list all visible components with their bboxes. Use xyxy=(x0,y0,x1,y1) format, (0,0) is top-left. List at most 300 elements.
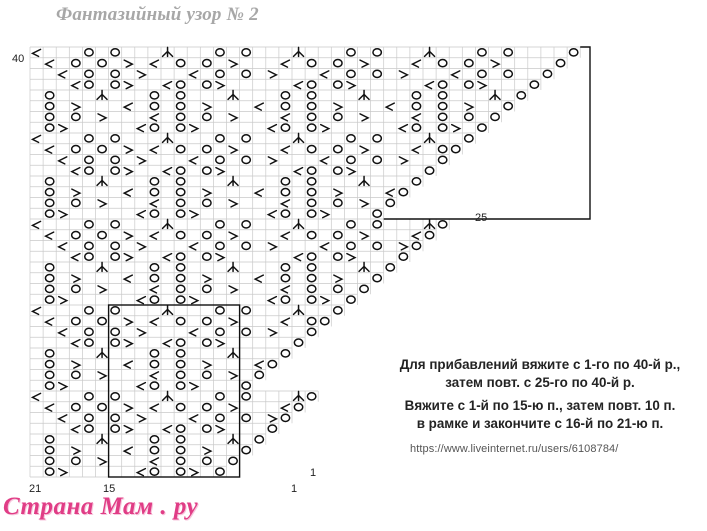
yarn-over-symbol xyxy=(307,60,315,67)
double-decrease-symbol xyxy=(228,348,238,357)
decrease-right-symbol xyxy=(465,103,473,110)
yarn-over-symbol xyxy=(307,318,315,325)
decrease-right-symbol xyxy=(216,254,224,261)
yarn-over-symbol xyxy=(45,285,53,292)
decrease-right-symbol xyxy=(268,243,276,250)
decrease-left-symbol xyxy=(412,114,420,121)
decrease-right-symbol xyxy=(360,146,368,153)
decrease-left-symbol xyxy=(164,82,172,89)
decrease-left-symbol xyxy=(46,404,54,411)
yarn-over-symbol xyxy=(150,468,158,475)
double-decrease-symbol xyxy=(97,348,107,357)
instructions xyxy=(394,356,686,432)
yarn-over-symbol xyxy=(176,425,184,432)
yarn-over-symbol xyxy=(98,60,106,67)
decrease-left-symbol xyxy=(46,146,54,153)
yarn-over-symbol xyxy=(307,113,315,120)
yarn-over-symbol xyxy=(150,361,158,368)
decrease-left-symbol xyxy=(59,415,67,422)
yarn-over-symbol xyxy=(399,189,407,196)
yarn-over-symbol xyxy=(242,393,250,400)
yarn-over-symbol xyxy=(150,447,158,454)
decrease-right-symbol xyxy=(190,211,198,218)
decrease-left-symbol xyxy=(137,211,145,218)
yarn-over-symbol xyxy=(307,232,315,239)
yarn-over-symbol xyxy=(45,113,53,120)
yarn-over-symbol xyxy=(176,447,184,454)
yarn-over-symbol xyxy=(347,242,355,249)
yarn-over-symbol xyxy=(85,81,93,88)
decrease-right-symbol xyxy=(59,469,67,476)
yarn-over-symbol xyxy=(45,103,53,110)
decrease-left-symbol xyxy=(321,71,329,78)
yarn-over-symbol xyxy=(111,49,119,56)
yarn-over-symbol xyxy=(307,285,315,292)
yarn-over-symbol xyxy=(255,436,263,443)
double-decrease-symbol xyxy=(228,262,238,271)
decrease-right-symbol xyxy=(98,458,106,465)
decrease-left-symbol xyxy=(426,82,434,89)
yarn-over-symbol xyxy=(268,425,276,432)
yarn-over-symbol xyxy=(334,167,342,174)
yarn-over-symbol xyxy=(216,307,224,314)
decrease-left-symbol xyxy=(124,361,132,368)
decrease-left-symbol xyxy=(150,60,158,67)
yarn-over-symbol xyxy=(150,103,158,110)
yarn-over-symbol xyxy=(176,275,184,282)
yarn-over-symbol xyxy=(373,49,381,56)
yarn-over-symbol xyxy=(347,221,355,228)
decrease-right-symbol xyxy=(124,146,132,153)
decrease-right-symbol xyxy=(229,60,237,67)
yarn-over-symbol xyxy=(399,253,407,260)
decrease-left-symbol xyxy=(46,318,54,325)
source-url[interactable]: https://www.liveinternet.ru/users/6108784/ xyxy=(410,443,619,455)
decrease-right-symbol xyxy=(229,200,237,207)
yarn-over-symbol xyxy=(412,124,420,131)
yarn-over-symbol xyxy=(307,189,315,196)
decrease-left-symbol xyxy=(281,114,289,121)
yarn-over-symbol xyxy=(176,468,184,475)
yarn-over-symbol xyxy=(543,70,551,77)
yarn-over-symbol xyxy=(150,124,158,131)
decrease-right-symbol xyxy=(137,71,145,78)
yarn-over-symbol xyxy=(334,81,342,88)
decrease-left-symbol xyxy=(281,60,289,67)
yarn-over-symbol xyxy=(347,70,355,77)
row-label-40: 40 xyxy=(12,53,25,65)
yarn-over-symbol xyxy=(111,328,119,335)
yarn-over-symbol xyxy=(176,113,184,120)
yarn-over-symbol xyxy=(203,81,211,88)
yarn-over-symbol xyxy=(242,447,250,454)
instructions-line-3: Вяжите с 1-й по 15-ю п., затем повт. 10 п. xyxy=(404,398,676,413)
yarn-over-symbol xyxy=(72,113,80,120)
yarn-over-symbol xyxy=(203,339,211,346)
yarn-over-symbol xyxy=(111,393,119,400)
yarn-over-symbol xyxy=(334,253,342,260)
double-decrease-symbol xyxy=(294,133,304,142)
yarn-over-symbol xyxy=(98,146,106,153)
decrease-left-symbol xyxy=(164,340,172,347)
yarn-over-symbol xyxy=(281,264,289,271)
yarn-over-symbol xyxy=(111,307,119,314)
yarn-over-symbol xyxy=(45,468,53,475)
yarn-over-symbol xyxy=(72,232,80,239)
yarn-over-symbol xyxy=(45,178,53,185)
decrease-right-symbol xyxy=(360,200,368,207)
yarn-over-symbol xyxy=(281,124,289,131)
decrease-left-symbol xyxy=(150,318,158,325)
double-decrease-symbol xyxy=(97,434,107,443)
yarn-over-symbol xyxy=(203,425,211,432)
yarn-over-symbol xyxy=(45,275,53,282)
decrease-right-symbol xyxy=(268,415,276,422)
yarn-over-symbol xyxy=(307,393,315,400)
decrease-right-symbol xyxy=(137,157,145,164)
yarn-over-symbol xyxy=(412,242,420,249)
yarn-over-symbol xyxy=(203,318,211,325)
double-decrease-symbol xyxy=(97,90,107,99)
yarn-over-symbol xyxy=(281,296,289,303)
yarn-over-symbol xyxy=(203,232,211,239)
decrease-left-symbol xyxy=(137,383,145,390)
decrease-right-symbol xyxy=(216,426,224,433)
decrease-right-symbol xyxy=(124,426,132,433)
yarn-over-symbol xyxy=(176,404,184,411)
yarn-over-symbol xyxy=(45,189,53,196)
yarn-over-symbol xyxy=(347,156,355,163)
decrease-left-symbol xyxy=(59,243,67,250)
decrease-left-symbol xyxy=(255,103,263,110)
decrease-right-symbol xyxy=(203,103,211,110)
yarn-over-symbol xyxy=(216,468,224,475)
decrease-right-symbol xyxy=(360,60,368,67)
yarn-over-symbol xyxy=(307,199,315,206)
yarn-over-symbol xyxy=(242,242,250,249)
double-decrease-symbol xyxy=(425,47,435,56)
decrease-right-symbol xyxy=(334,189,342,196)
decrease-right-symbol xyxy=(399,243,407,250)
yarn-over-symbol xyxy=(268,361,276,368)
yarn-over-symbol xyxy=(150,210,158,217)
yarn-over-symbol xyxy=(281,414,289,421)
decrease-right-symbol xyxy=(190,383,198,390)
yarn-over-symbol xyxy=(307,328,315,335)
yarn-over-symbol xyxy=(203,285,211,292)
yarn-over-symbol xyxy=(517,92,525,99)
yarn-over-symbol xyxy=(242,70,250,77)
yarn-over-symbol xyxy=(203,60,211,67)
yarn-over-symbol xyxy=(111,425,119,432)
col-label-1: 1 xyxy=(291,483,298,495)
yarn-over-symbol xyxy=(150,382,158,389)
double-decrease-symbol xyxy=(228,176,238,185)
decrease-left-symbol xyxy=(321,243,329,250)
yarn-over-symbol xyxy=(176,178,184,185)
yarn-over-symbol xyxy=(72,318,80,325)
decrease-right-symbol xyxy=(137,329,145,336)
decrease-left-symbol xyxy=(255,189,263,196)
yarn-over-symbol xyxy=(242,328,250,335)
decrease-right-symbol xyxy=(72,189,80,196)
decrease-left-symbol xyxy=(190,415,198,422)
decrease-right-symbol xyxy=(203,447,211,454)
yarn-over-symbol xyxy=(176,285,184,292)
decrease-left-symbol xyxy=(281,404,289,411)
yarn-over-symbol xyxy=(438,113,446,120)
decrease-left-symbol xyxy=(33,135,41,142)
decrease-left-symbol xyxy=(281,286,289,293)
decrease-left-symbol xyxy=(295,168,303,175)
decrease-right-symbol xyxy=(59,211,67,218)
yarn-over-symbol xyxy=(373,210,381,217)
decrease-right-symbol xyxy=(203,189,211,196)
decrease-right-symbol xyxy=(98,286,106,293)
yarn-over-symbol xyxy=(438,146,446,153)
yarn-over-symbol xyxy=(216,70,224,77)
instructions-line-2: затем повт. с 25-го по 40-й р. xyxy=(445,374,635,390)
yarn-over-symbol xyxy=(373,135,381,142)
double-decrease-symbol xyxy=(294,305,304,314)
double-decrease-symbol xyxy=(425,133,435,142)
decrease-right-symbol xyxy=(334,103,342,110)
decrease-left-symbol xyxy=(399,125,407,132)
yarn-over-symbol xyxy=(242,307,250,314)
decrease-left-symbol xyxy=(412,60,420,67)
decrease-left-symbol xyxy=(255,275,263,282)
decrease-right-symbol xyxy=(124,254,132,261)
yarn-over-symbol xyxy=(465,60,473,67)
decrease-left-symbol xyxy=(124,189,132,196)
yarn-over-symbol xyxy=(465,81,473,88)
decrease-right-symbol xyxy=(229,286,237,293)
yarn-over-symbol xyxy=(98,404,106,411)
yarn-over-symbol xyxy=(176,436,184,443)
yarn-over-symbol xyxy=(281,178,289,185)
yarn-over-symbol xyxy=(438,221,446,228)
yarn-over-symbol xyxy=(45,124,53,131)
decrease-left-symbol xyxy=(321,157,329,164)
double-decrease-symbol xyxy=(163,305,173,314)
yarn-over-symbol xyxy=(386,264,394,271)
yarn-over-symbol xyxy=(281,103,289,110)
yarn-over-symbol xyxy=(203,167,211,174)
yarn-over-symbol xyxy=(176,253,184,260)
decrease-left-symbol xyxy=(268,125,276,132)
yarn-over-symbol xyxy=(176,264,184,271)
decrease-left-symbol xyxy=(46,60,54,67)
decrease-left-symbol xyxy=(124,103,132,110)
decrease-left-symbol xyxy=(295,254,303,261)
yarn-over-symbol xyxy=(530,81,538,88)
yarn-over-symbol xyxy=(150,350,158,357)
decrease-left-symbol xyxy=(33,49,41,56)
yarn-over-symbol xyxy=(438,124,446,131)
yarn-over-symbol xyxy=(176,199,184,206)
yarn-over-symbol xyxy=(45,264,53,271)
yarn-over-symbol xyxy=(347,49,355,56)
decrease-right-symbol xyxy=(98,200,106,207)
decrease-left-symbol xyxy=(281,200,289,207)
yarn-over-symbol xyxy=(176,371,184,378)
double-decrease-symbol xyxy=(425,219,435,228)
yarn-over-symbol xyxy=(45,436,53,443)
yarn-over-symbol xyxy=(216,156,224,163)
yarn-over-symbol xyxy=(438,60,446,67)
decrease-right-symbol xyxy=(72,361,80,368)
yarn-over-symbol xyxy=(334,285,342,292)
decrease-right-symbol xyxy=(360,232,368,239)
double-decrease-symbol xyxy=(359,262,369,271)
yarn-over-symbol xyxy=(176,232,184,239)
decrease-right-symbol xyxy=(59,297,67,304)
yarn-over-symbol xyxy=(111,221,119,228)
decrease-right-symbol xyxy=(491,60,499,67)
yarn-over-symbol xyxy=(334,113,342,120)
yarn-over-symbol xyxy=(85,414,93,421)
yarn-over-symbol xyxy=(150,178,158,185)
yarn-over-symbol xyxy=(216,328,224,335)
yarn-over-symbol xyxy=(45,92,53,99)
yarn-over-symbol xyxy=(307,264,315,271)
col-label-21: 21 xyxy=(29,483,42,495)
yarn-over-symbol xyxy=(72,371,80,378)
yarn-over-symbol xyxy=(176,124,184,131)
decrease-right-symbol xyxy=(216,168,224,175)
decrease-left-symbol xyxy=(281,318,289,325)
yarn-over-symbol xyxy=(85,242,93,249)
site-watermark: Страна Мам . ру xyxy=(3,493,199,520)
yarn-over-symbol xyxy=(45,447,53,454)
double-decrease-symbol xyxy=(294,219,304,228)
row-label-1: 1 xyxy=(310,467,317,479)
yarn-over-symbol xyxy=(176,103,184,110)
decrease-right-symbol xyxy=(190,297,198,304)
decrease-right-symbol xyxy=(399,157,407,164)
yarn-over-symbol xyxy=(150,92,158,99)
yarn-over-symbol xyxy=(111,339,119,346)
decrease-left-symbol xyxy=(33,221,41,228)
decrease-left-symbol xyxy=(412,232,420,239)
yarn-over-symbol xyxy=(307,178,315,185)
decrease-right-symbol xyxy=(229,404,237,411)
yarn-over-symbol xyxy=(281,210,289,217)
yarn-over-symbol xyxy=(242,49,250,56)
decrease-right-symbol xyxy=(268,157,276,164)
decrease-right-symbol xyxy=(203,275,211,282)
yarn-over-symbol xyxy=(85,328,93,335)
decrease-left-symbol xyxy=(150,232,158,239)
decrease-right-symbol xyxy=(321,125,329,132)
decrease-right-symbol xyxy=(229,318,237,325)
yarn-over-symbol xyxy=(216,414,224,421)
yarn-over-symbol xyxy=(176,382,184,389)
row-label-25: 25 xyxy=(475,212,488,224)
yarn-over-symbol xyxy=(111,81,119,88)
yarn-over-symbol xyxy=(242,156,250,163)
yarn-over-symbol xyxy=(150,275,158,282)
decrease-left-symbol xyxy=(150,114,158,121)
yarn-over-symbol xyxy=(111,70,119,77)
decrease-left-symbol xyxy=(137,297,145,304)
decrease-right-symbol xyxy=(334,275,342,282)
decrease-left-symbol xyxy=(386,189,394,196)
yarn-over-symbol xyxy=(452,146,460,153)
decrease-left-symbol xyxy=(124,447,132,454)
yarn-over-symbol xyxy=(425,232,433,239)
double-decrease-symbol xyxy=(228,434,238,443)
yarn-over-symbol xyxy=(85,253,93,260)
decrease-right-symbol xyxy=(124,232,132,239)
yarn-over-symbol xyxy=(242,221,250,228)
decrease-right-symbol xyxy=(98,114,106,121)
decrease-left-symbol xyxy=(59,157,67,164)
decrease-right-symbol xyxy=(478,82,486,89)
yarn-over-symbol xyxy=(72,146,80,153)
yarn-over-symbol xyxy=(203,371,211,378)
decrease-left-symbol xyxy=(137,125,145,132)
yarn-over-symbol xyxy=(45,210,53,217)
yarn-over-symbol xyxy=(294,339,302,346)
yarn-over-symbol xyxy=(176,457,184,464)
decrease-left-symbol xyxy=(150,404,158,411)
decrease-right-symbol xyxy=(72,447,80,454)
yarn-over-symbol xyxy=(45,382,53,389)
yarn-over-symbol xyxy=(321,318,329,325)
decrease-left-symbol xyxy=(164,426,172,433)
double-decrease-symbol xyxy=(359,90,369,99)
yarn-over-symbol xyxy=(72,285,80,292)
yarn-over-symbol xyxy=(45,361,53,368)
yarn-over-symbol xyxy=(465,135,473,142)
yarn-over-symbol xyxy=(412,92,420,99)
yarn-over-symbol xyxy=(373,70,381,77)
yarn-over-symbol xyxy=(85,393,93,400)
yarn-over-symbol xyxy=(176,296,184,303)
yarn-over-symbol xyxy=(203,253,211,260)
yarn-over-symbol xyxy=(373,242,381,249)
yarn-over-symbol xyxy=(334,199,342,206)
yarn-over-symbol xyxy=(85,135,93,142)
yarn-over-symbol xyxy=(176,146,184,153)
yarn-over-symbol xyxy=(203,404,211,411)
decrease-right-symbol xyxy=(268,329,276,336)
yarn-over-symbol xyxy=(294,404,302,411)
double-decrease-symbol xyxy=(163,47,173,56)
yarn-over-symbol xyxy=(438,156,446,163)
decrease-right-symbol xyxy=(229,146,237,153)
decrease-left-symbol xyxy=(412,146,420,153)
yarn-over-symbol xyxy=(307,146,315,153)
yarn-over-symbol xyxy=(203,199,211,206)
yarn-over-symbol xyxy=(242,135,250,142)
yarn-over-symbol xyxy=(72,404,80,411)
yarn-over-symbol xyxy=(176,60,184,67)
double-decrease-symbol xyxy=(163,391,173,400)
decrease-left-symbol xyxy=(452,71,460,78)
yarn-over-symbol xyxy=(307,103,315,110)
decrease-right-symbol xyxy=(124,168,132,175)
yarn-over-symbol xyxy=(347,296,355,303)
yarn-over-symbol xyxy=(438,103,446,110)
yarn-over-symbol xyxy=(85,167,93,174)
yarn-over-symbol xyxy=(216,393,224,400)
decrease-left-symbol xyxy=(164,254,172,261)
yarn-over-symbol xyxy=(45,350,53,357)
yarn-over-symbol xyxy=(98,318,106,325)
yarn-over-symbol xyxy=(334,232,342,239)
